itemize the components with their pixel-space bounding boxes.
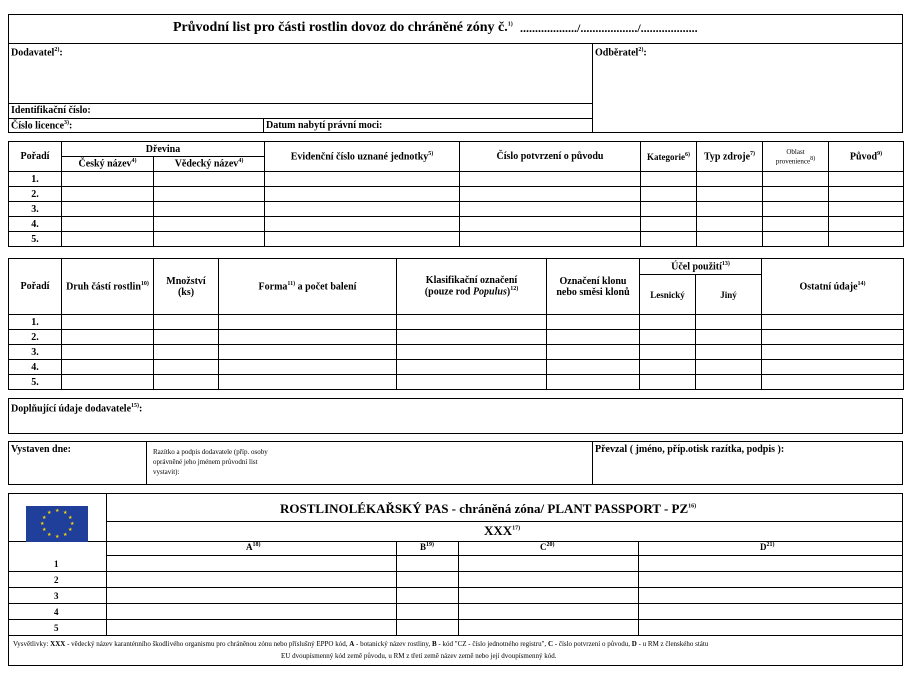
table-row: 1. [9, 315, 62, 330]
register-number-header: Evidenční číslo uznané jednotky$^{5)}$ [265, 142, 460, 172]
table-row: 4. [9, 217, 62, 232]
provenance-header: Oblast provenience$^{8)}$ [763, 142, 829, 172]
table-row: 2. [9, 187, 62, 202]
table-row: 4 [54, 607, 59, 617]
plant-part-type-header: Druh částí rostlin$^{10)}$ [62, 259, 154, 315]
column-d-header: $D^{21)}$ [760, 542, 775, 552]
table-row: 3. [9, 345, 62, 360]
supplier-label: Dodavatel$^{2)}$: [11, 47, 63, 59]
species-table [8, 141, 904, 247]
order-header: Pořadí [9, 142, 62, 172]
explanations-line-2: EU dvoupísmenný kód země původu, u RM z třetí země název země nebo její dvoupísmenný kód. [281, 652, 557, 660]
table-row: 4. [9, 360, 62, 375]
table-row: 5. [9, 375, 62, 390]
legal-date-label: Datum nabytí právní moci: [266, 120, 383, 131]
id-number-label: Identifikační číslo: [11, 105, 91, 116]
document-title: Průvodní list pro části rostlin dovoz do chráněné zóny č.$^{1)}$ [173, 20, 513, 35]
table-row: 3 [54, 591, 59, 601]
supplier-block [8, 43, 903, 133]
classification-header: Klasifikační označení (pouze rod Populus)$^{12)}$ [397, 259, 547, 315]
column-b-header: $B^{19)}$ [420, 542, 435, 552]
title-number-blanks: .................../.................../................... [520, 21, 698, 35]
column-a-header: $A^{18)}$ [246, 542, 261, 552]
licence-label: Číslo licence$^{3)}$: [11, 120, 73, 132]
plant-passport-title: ROSTLINOLÉKAŘSKÝ PAS - chráněná zóna/ PLANT PASSPORT - PZ$^{16)}$ [280, 501, 697, 516]
species-header: Dřevina [62, 142, 265, 157]
quantity-header: Množství (ks) [154, 259, 219, 315]
clone-header: Označení klonu nebo směsi klonů [547, 259, 640, 315]
origin-certificate-header: Číslo potvrzení o původu [460, 142, 641, 172]
table-row: 1 [54, 559, 59, 569]
explanations-line-1: Vysvětlivky: XXX - vědecký název karanténního škodlivého organismu pro chráněnou zónu nebo příslušný EPPO kód, A - botanický název rostliny, B - kód "CZ - číslo jednotného registru", C - číslo potvrzení o původu, D - u RM z členského státu [13, 640, 709, 648]
scientific-name-header: Vědecký název$^{4)}$ [154, 157, 265, 172]
eu-flag-icon: ★ ★ ★ ★ ★ ★ ★ ★ ★ ★ ★ ★ [26, 506, 88, 542]
recipient-label: Odběratel$^{2)}$: [595, 47, 647, 59]
table-row: 5 [54, 623, 59, 633]
table-row: 5. [9, 232, 62, 247]
issued-date-label: Vystaven dne: [11, 444, 71, 455]
purpose-header: Účel použití$^{13)}$ [640, 259, 762, 275]
supplier-additional-label: Doplňující údaje dodavatele$^{15)}$: [11, 403, 143, 415]
plant-parts-table [8, 258, 904, 390]
other-data-header: Ostatní údaje$^{14)}$ [762, 259, 904, 315]
forestry-header: Lesnický [640, 275, 696, 315]
order-header: Pořadí [9, 259, 62, 315]
category-header: Kategorie$^{6)}$ [641, 142, 697, 172]
table-row: 2 [54, 575, 59, 585]
pest-code: XXX$^{17)}$ [484, 523, 521, 538]
form-header: Forma$^{11)}$ a počet balení [219, 259, 397, 315]
table-row: 3. [9, 202, 62, 217]
other-use-header: Jiný [696, 275, 762, 315]
table-row: 1. [9, 172, 62, 187]
czech-name-header: Český název$^{4)}$ [62, 157, 154, 172]
origin-header: Původ$^{9)}$ [829, 142, 904, 172]
table-row: 2. [9, 330, 62, 345]
column-c-header: $C^{20)}$ [540, 542, 555, 552]
stamp-signature-label: Razítko a podpis dodavatele (příp. osoby oprávněné jeho jménem průvodní list vystavit): [153, 448, 268, 476]
source-type-header: Typ zdroje$^{7)}$ [697, 142, 763, 172]
received-by-label: Převzal ( jméno, příp.otisk razítka, podpis ): [595, 444, 785, 455]
